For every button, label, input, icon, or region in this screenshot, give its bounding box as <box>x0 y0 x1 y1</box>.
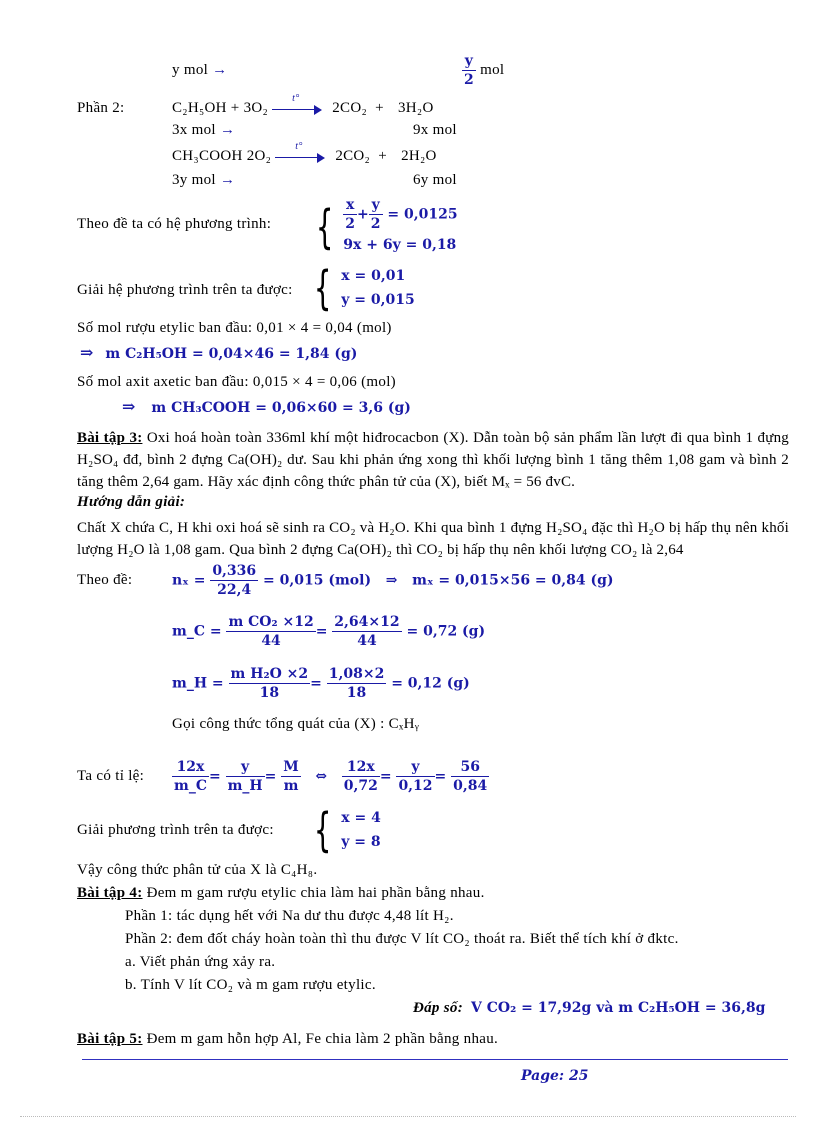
implies-icon: ⇒ <box>122 399 136 416</box>
bt4-part2: Phần 2: đem đốt cháy hoàn toàn thì thu được V lít CO₂ thoát ra. Biết thể tích khí ở đktc. <box>125 931 679 947</box>
r2-mol-right: 6y mol <box>413 172 457 188</box>
eq1-rhs: = 0,0125 <box>387 206 458 223</box>
brace-icon: { <box>313 803 332 857</box>
bt3-solve-intro: Giải phương trình trên ta được: <box>77 822 274 838</box>
brace-icon: { <box>313 261 332 315</box>
bt3-title: Bài tập 3: <box>77 430 143 446</box>
bt3-solution <box>308 803 381 857</box>
nx-den: 22,4 <box>217 582 252 598</box>
r2-mol-left-line <box>172 172 235 189</box>
r1-mol-left-line <box>172 122 235 139</box>
ratio-e-num: y <box>396 758 434 777</box>
equation-system <box>310 196 458 257</box>
bt4-part1: Phần 1: tác dụng hết với Na dư thu được 4,48 lít H₂. <box>125 908 454 924</box>
r1-left: C₂H₅OH + 3O₂ <box>172 100 269 116</box>
answer-label: Đáp số: <box>413 1000 464 1016</box>
bt5-problem <box>77 1031 498 1048</box>
mc-num: m CO₂ ×12 <box>228 614 314 630</box>
mc-num2: 2,64×12 <box>334 614 400 630</box>
right-arrow-icon: → <box>219 122 236 138</box>
bt4-text: Đem m gam rượu etylic chia làm hai phần bằng nhau. <box>142 885 485 901</box>
ratio-intro: Ta có tỉ lệ: <box>77 768 145 784</box>
reaction-1 <box>172 92 434 117</box>
theo-de-label: Theo đề: <box>77 572 133 588</box>
eq1-plus: + <box>357 206 369 223</box>
ratio-equation: $\frac{12x}{m\_C}$ = $\frac{y}{m\_H}$ = $\frac{M}{m}$ ⇔ $\frac{12x}{0,72}$ = $\frac{y}{0,12}$ = $\frac{56}{0,84}$ <box>174 759 488 794</box>
solution-system <box>308 261 415 315</box>
result-ethanol-mass: m C₂H₅OH = 0,04×46 = 1,84 (g) <box>105 346 358 362</box>
bt4-b: b. Tính V lít CO₂ và m gam rượu etylic. <box>125 977 376 993</box>
mh-lhs: m_H = <box>172 675 224 692</box>
ratio-a-num: 12x <box>172 758 209 777</box>
bt3-guide-title: Hướng dẫn giải: <box>77 494 186 510</box>
r2-mol-left: 3y mol <box>172 172 216 188</box>
ratio-e-den: 0,12 <box>398 778 433 794</box>
ratio-c-num: M <box>283 759 299 775</box>
ratio-c-den: m <box>283 778 299 794</box>
mc-den: 44 <box>261 633 281 649</box>
r2-cond: t° <box>295 140 303 152</box>
ratio-f-num: 56 <box>451 758 489 777</box>
right-arrow-icon: → <box>219 172 236 188</box>
nx-equation <box>172 562 614 599</box>
bt4-a: a. Viết phản ứng xảy ra. <box>125 954 276 970</box>
r2-right2: 2H₂O <box>401 148 437 164</box>
implies-icon: ⇒ <box>385 572 398 589</box>
mc-lhs: m_C = <box>172 623 222 640</box>
frac-num: y <box>462 52 476 71</box>
bt3-guide-text: Chất X chứa C, H khi oxi hoá sẽ sinh ra CO₂ và H₂O. Khi qua bình 1 đựng H₂SO₄ đặc thì H₂O bị hấp thụ nên khối lượng H₂O là 1,08 gam. Qua bình 2 đựng Ca(OH)₂ thì CO₂ bị hấp thụ nên khối lượng CO₂ là 2,64 <box>77 520 789 558</box>
mh-rhs: = 0,12 (g) <box>391 675 470 692</box>
ratio-d-den: 0,72 <box>343 778 378 794</box>
r2-plus: + <box>378 148 387 164</box>
bt4-answer <box>413 999 765 1017</box>
page-edge <box>20 1116 796 1117</box>
mc-equation: m_C = $\frac{\text{m CO₂ ×12}}{44}$ = $\frac{2,64\times 12}{44}$ = 0,72 (g) <box>172 614 486 649</box>
implies-icon: ⇒ <box>80 345 94 362</box>
page-number: Page: 25 <box>521 1068 589 1084</box>
reaction-2 <box>172 140 437 165</box>
sol-y: y = 0,015 <box>341 292 415 308</box>
system-intro: Theo đề ta có hệ phương trình: <box>77 216 272 232</box>
bt4-problem <box>77 885 485 902</box>
result-ethanol-mass-line <box>80 343 357 363</box>
eq1-y-den: 2 <box>370 216 381 232</box>
r1-plus: + <box>375 100 384 116</box>
result-acid-mol: Số mol axit axetic ban đầu: 0,015 × 4 = 0,06 (mol) <box>77 374 396 390</box>
mh-equation: m_H = $\frac{\text{m H₂O ×2}}{18}$ = $\frac{1,08\times 2}{18}$ = 0,12 (g) <box>172 666 470 701</box>
ratio-d-num: 12x <box>342 758 380 777</box>
nx-num: 0,336 <box>212 563 257 579</box>
sol-x: x = 0,01 <box>341 268 406 284</box>
ratio-a-den: m_C <box>174 778 207 794</box>
mx-eq: mₓ = 0,015×56 = 0,84 (g) <box>412 572 614 589</box>
ymol-text: y mol <box>172 62 209 78</box>
r1-mol-right: 9x mol <box>413 122 457 138</box>
result-acid-mass: m CH₃COOH = 0,06×60 = 3,6 (g) <box>151 400 411 416</box>
eq1-x-den: 2 <box>345 216 356 232</box>
nx-rhs: = 0,015 (mol) <box>263 572 372 589</box>
mc-den2: 44 <box>357 633 377 649</box>
phan2-label: Phần 2: <box>77 100 125 116</box>
bt4-title: Bài tập 4: <box>77 885 143 901</box>
solve-intro: Giải hệ phương trình trên ta được: <box>77 282 293 298</box>
reaction-arrow-icon <box>272 92 322 115</box>
footer-divider <box>82 1059 788 1060</box>
bt3-conclusion: Vậy công thức phân tử của X là C₄H₈. <box>77 862 318 878</box>
mh-num: m H₂O ×2 <box>230 666 309 682</box>
eq1-y: y <box>369 196 383 215</box>
r2-left: CH₃COOH 2O₂ <box>172 148 272 164</box>
bt3-problem <box>77 427 789 493</box>
frac-den: 2 <box>464 72 475 88</box>
r1-cond: t° <box>292 92 300 104</box>
reaction-arrow-icon <box>275 140 325 163</box>
r1-right1: 2CO₂ <box>332 100 367 116</box>
general-formula: Gọi công thức tổng quát của (X) : CₓHᵧ <box>172 716 419 732</box>
answer-value: V CO₂ = 17,92g và m C₂H₅OH = 36,8g <box>471 1000 766 1016</box>
eq1-x: x <box>343 196 357 215</box>
mh-num2: 1,08×2 <box>328 666 385 682</box>
mh-den: 18 <box>259 685 280 701</box>
brace-icon: { <box>315 199 334 254</box>
eq1 <box>343 196 457 233</box>
nx-lhs: nₓ = <box>172 572 206 589</box>
ratio-f-den: 0,84 <box>453 778 488 794</box>
bt5-text: Đem m gam hỗn hợp Al, Fe chia làm 2 phần bằng nhau. <box>142 1031 499 1047</box>
ratio-b-num: y <box>226 758 265 777</box>
right-arrow-icon: → <box>212 62 228 78</box>
unit: mol <box>480 61 505 78</box>
bt3-sol-y: y = 8 <box>341 834 381 850</box>
mc-rhs: = 0,72 (g) <box>406 623 486 640</box>
result-ethanol-mol: Số mol rượu etylic ban đầu: 0,01 × 4 = 0,04 (mol) <box>77 320 392 336</box>
r1-right2: 3H₂O <box>397 100 434 116</box>
bt3-text: Oxi hoá hoàn toàn 336ml khí một hiđrocacbon (X). Dẫn toàn bộ sản phẩm lần lượt đi qua bình 1 đựng H₂SO₄ đđ, bình 2 đựng Ca(OH)₂ dư. Sau khi phản ứng xong thì khối lượng bình 1 tăng thêm 1,08 gam và bình 2 tăng thêm 2,64 gam. Hãy xác định công thức phân tử của (X), biết Mₓ = 56 đvC. <box>77 430 789 490</box>
ymol-result <box>462 52 504 89</box>
ratio-b-den: m_H <box>227 778 263 794</box>
mh-den2: 18 <box>346 685 367 701</box>
r1-mol-left: 3x mol <box>172 122 216 138</box>
result-acid-mass-line <box>122 397 411 417</box>
equiv-icon: ⇔ <box>315 768 328 785</box>
r2-right1: 2CO₂ <box>335 148 371 164</box>
ymol-line <box>172 62 227 79</box>
bt5-title: Bài tập 5: <box>77 1031 143 1047</box>
eq2: 9x + 6y = 0,18 <box>343 237 457 253</box>
bt3-sol-x: x = 4 <box>341 810 381 826</box>
